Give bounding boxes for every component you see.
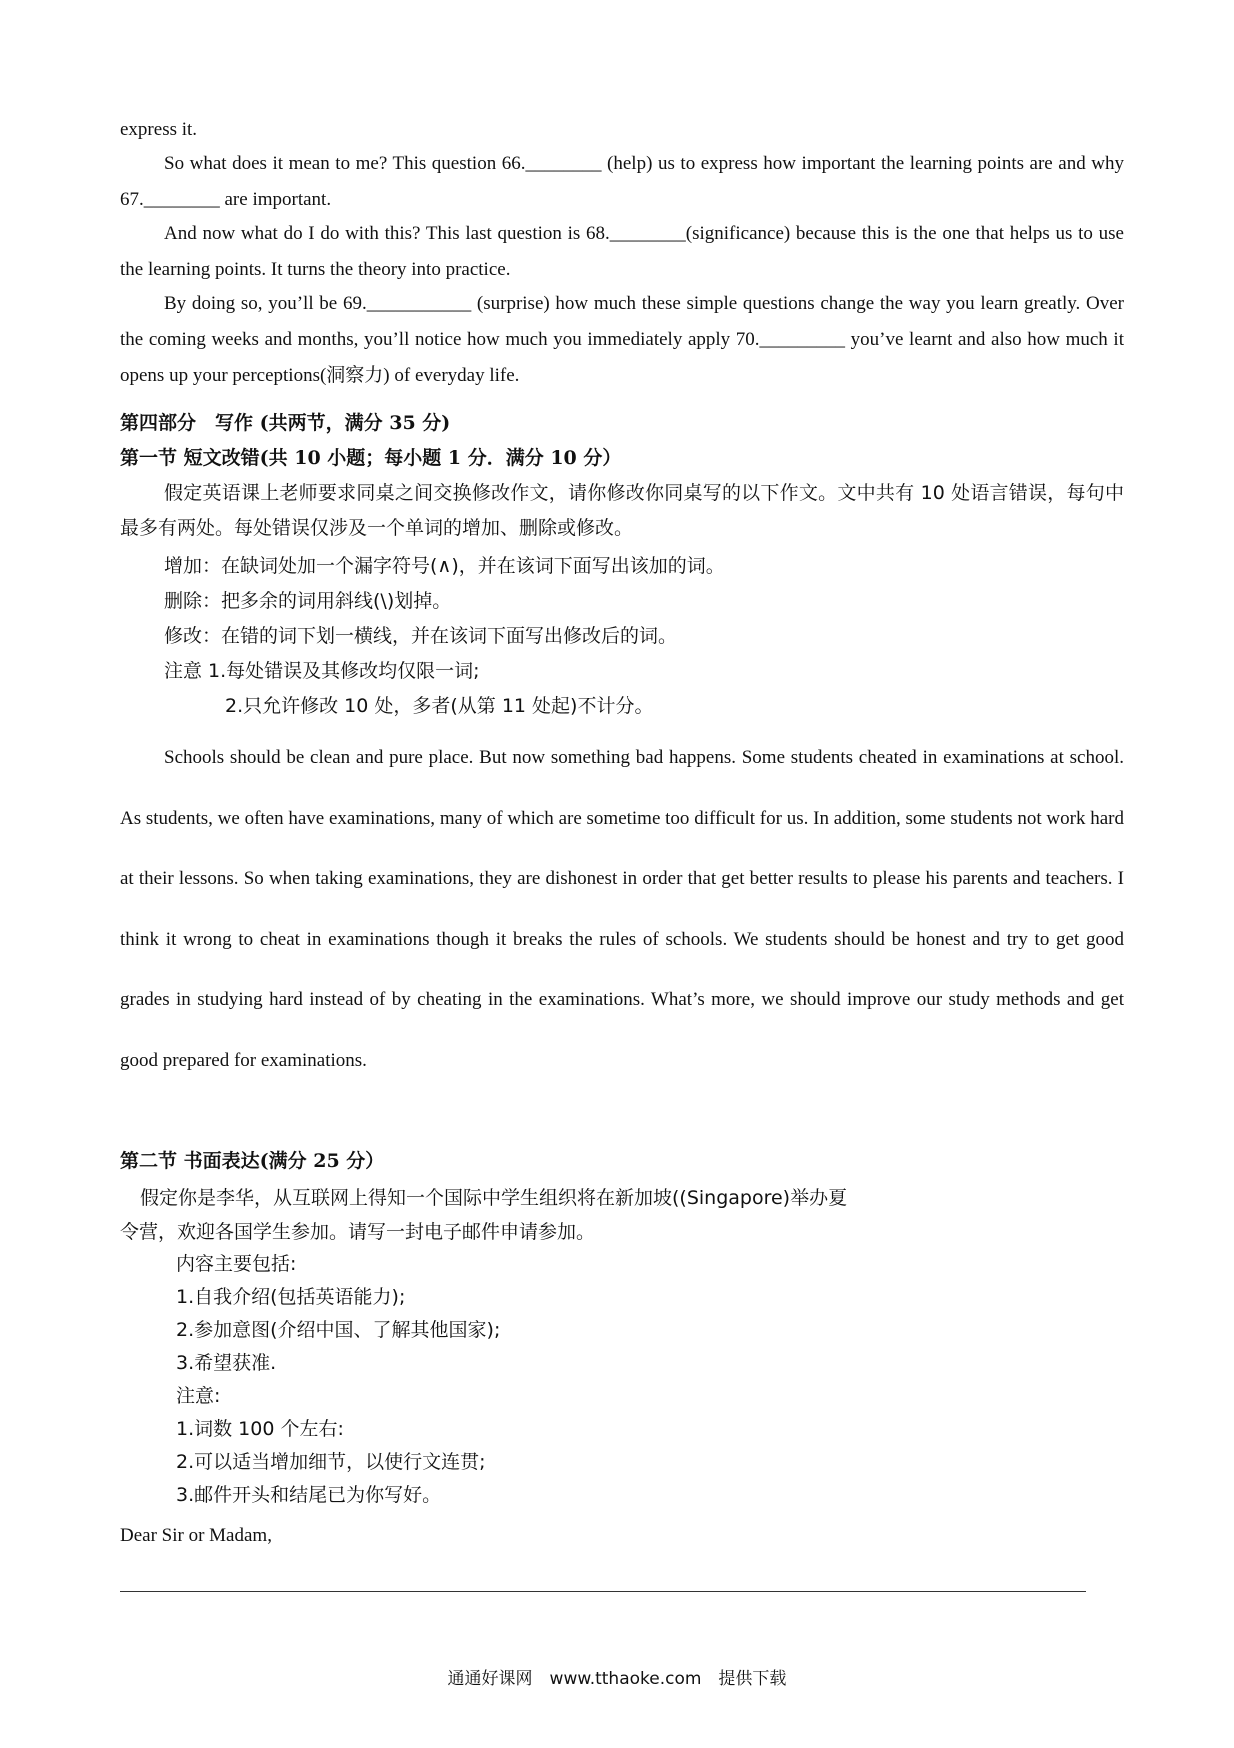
notes-label: 注意: <box>176 1385 221 1407</box>
writing-task-line-1: 假定你是李华，从互联网上得知一个国际中学生组织将在新加坡((Singapore)举办夏 <box>140 1187 848 1209</box>
content-item-2: 2.参加意图(介绍中国、了解其他国家); <box>176 1319 501 1341</box>
passage-paragraph-3: By doing so, you’ll be 69.___________ (surprise) how much these simple questions change the way you learn greatly. Over the coming weeks and months, you’ll notice how much you immediately apply 70._________ you’ve learnt and also how much it opens up your perceptions(洞察力) of everyday life. <box>120 293 1124 386</box>
content-label: 内容主要包括: <box>176 1253 297 1275</box>
footer-watermark: 通通好课网 www.tthaoke.com 提供下载 <box>447 1669 787 1689</box>
answer-line <box>120 1591 1086 1592</box>
passage-paragraph-2: And now what do I do with this? This last question is 68.________(significance) because this is the one that helps us to use the learning points. It turns the theory into practice. <box>120 223 1124 280</box>
passage-line-0: express it. <box>120 119 198 140</box>
part4-title: 第四部分 写作 (共两节，满分 35 分) <box>120 412 451 434</box>
passage-paragraph-1: So what does it mean to me? This question 66.________ (help) us to express how important the learning points are and why 67.________ are important. <box>120 153 1124 210</box>
instruction-modify: 修改：在错的词下划一横线，并在该词下面写出修改后的词。 <box>164 625 678 647</box>
email-salutation: Dear Sir or Madam, <box>120 1525 272 1546</box>
instruction-main: 假定英语课上老师要求同桌之间交换修改作文，请你修改你同桌写的以下作文。文中共有 10 处语言错误，每句中最多有两处。每处错误仅涉及一个单词的增加、删除或修改。 <box>120 482 1124 539</box>
content-item-1: 1.自我介绍(包括英语能力); <box>176 1286 406 1308</box>
notes-item-2: 2.可以适当增加细节，以使行文连贯; <box>176 1451 486 1473</box>
notes-item-1: 1.词数 100 个左右: <box>176 1418 344 1440</box>
section2-title: 第二节 书面表达(满分 25 分） <box>120 1150 385 1172</box>
writing-task-line-2: 令营，欢迎各国学生参加。请写一封电子邮件申请参加。 <box>120 1221 596 1243</box>
instruction-add: 增加：在缺词处加一个漏字符号(∧)，并在该词下面写出该加的词。 <box>164 555 725 577</box>
instruction-note-1: 注意 1.每处错误及其修改均仅限一词; <box>164 660 480 682</box>
instruction-delete: 删除：把多余的词用斜线(\)划掉。 <box>164 590 452 612</box>
error-correction-essay: Schools should be clean and pure place. But now something bad happens. Some students cheated in examinations at school. As students, we often have examinations, many of which are sometime too difficult for us. In addition, some students not work hard at their lessons. So when taking examinations, they are dishonest in order that get better results to please his parents and teachers. I think it wrong to cheat in examinations though it breaks the rules of schools. We students should be honest and try to get good grades in studying hard instead of by cheating in the examinations. What’s more, we should improve our study methods and get good prepared for examinations. <box>120 747 1124 1071</box>
instruction-note-2: 2.只允许修改 10 处，多者(从第 11 处起)不计分。 <box>225 695 654 717</box>
content-item-3: 3.希望获准. <box>176 1352 277 1374</box>
section1-title: 第一节 短文改错(共 10 小题；每小题 1 分．满分 10 分） <box>120 447 622 469</box>
notes-item-3: 3.邮件开头和结尾已为你写好。 <box>176 1484 442 1506</box>
